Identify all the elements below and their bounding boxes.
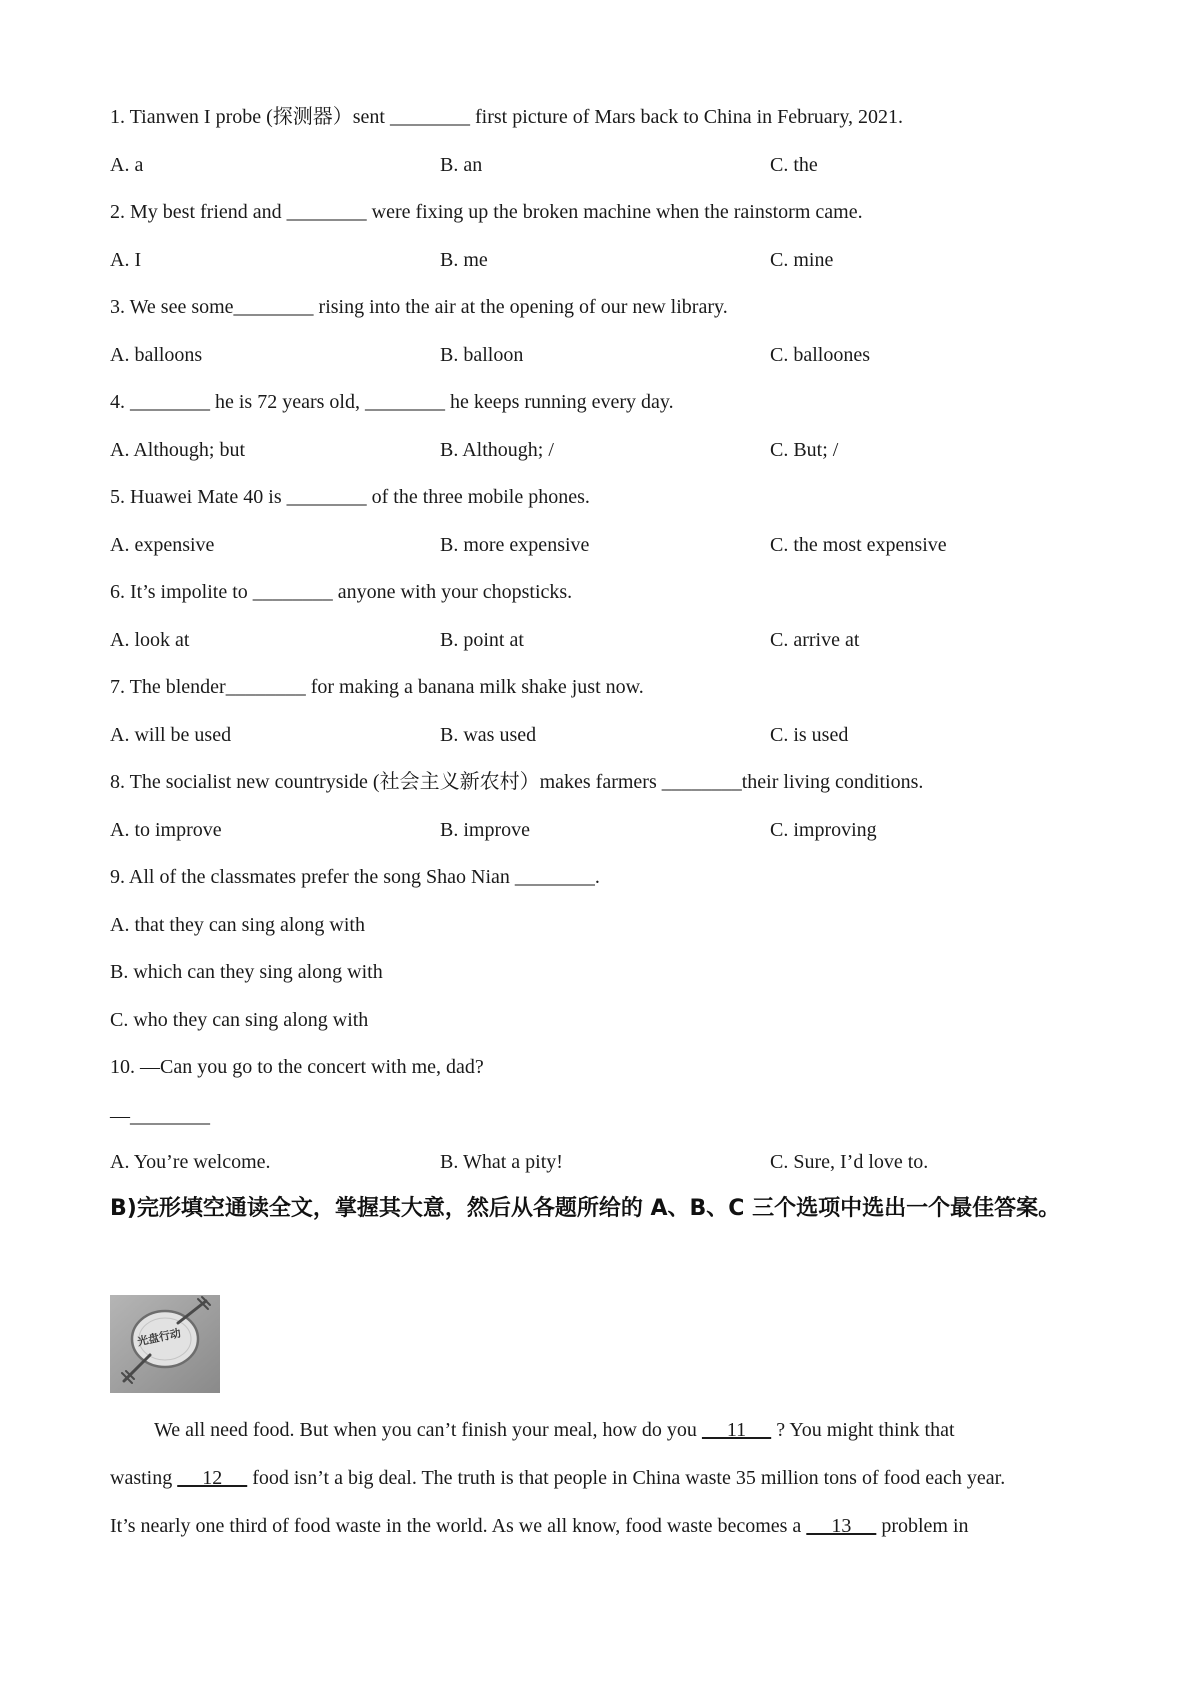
question-1-stem: 1. Tianwen I probe (探测器）sent ________ first picture of Mars back to China in February, 2021. [110,106,904,128]
passage-text: problem in [876,1515,969,1537]
question-1-option-a: A. a [110,154,144,176]
blank-11: 11 [701,1419,772,1441]
question-6-option-c: C. arrive at [770,629,860,651]
passage-text: food isn’t a big deal. The truth is that people in China waste 35 million tons of food each year. [247,1467,1006,1489]
question-4-option-b: B. Although; / [440,439,554,461]
question-3-option-a: A. balloons [110,344,203,366]
question-8-stem: 8. The socialist new countryside (社会主义新农村）makes farmers ________their living conditions. [110,771,924,793]
question-9-option-a: A. that they can sing along with [110,914,365,936]
question-10-option-a: A. You’re welcome. [110,1151,271,1173]
question-8-option-c: C. improving [770,819,877,841]
clean-plate-icon [110,1295,220,1393]
passage-text: It’s nearly one third of food waste in the world. As we all know, food waste becomes a [110,1515,807,1537]
question-2-option-c: C. mine [770,249,834,271]
question-7-stem: 7. The blender________ for making a banana milk shake just now. [110,676,644,698]
passage-text: wasting [110,1467,178,1489]
question-8-option-b: B. improve [440,819,530,841]
question-4-option-c: C. But; / [770,439,839,461]
clean-plate-campaign-image [110,1295,220,1393]
question-5-option-c: C. the most expensive [770,534,947,556]
passage-line-2 [110,1466,1005,1490]
question-8-option-a: A. to improve [110,819,222,841]
question-2-stem: 2. My best friend and ________ were fixing up the broken machine when the rainstorm came. [110,201,863,223]
passage-text: ? You might think that [771,1419,955,1441]
question-10-option-b: B. What a pity! [440,1151,563,1173]
question-9-option-c: C. who they can sing along with [110,1009,369,1031]
question-3-stem: 3. We see some________ rising into the air at the opening of our new library. [110,296,728,318]
question-6-option-a: A. look at [110,629,190,651]
question-5-option-b: B. more expensive [440,534,590,556]
question-4-stem: 4. ________ he is 72 years old, ________ he keeps running every day. [110,391,674,413]
question-9-stem: 9. All of the classmates prefer the song Shao Nian ________. [110,866,600,888]
question-1-option-b: B. an [440,154,483,176]
question-3-option-b: B. balloon [440,344,524,366]
question-1-option-c: C. the [770,154,818,176]
passage-line-1 [154,1418,955,1442]
question-7-option-c: C. is used [770,724,849,746]
blank-13: 13 [806,1515,877,1537]
question-5-stem: 5. Huawei Mate 40 is ________ of the three mobile phones. [110,486,590,508]
question-10-reply: —________ [110,1105,210,1127]
question-10-stem: 10. —Can you go to the concert with me, dad? [110,1056,484,1078]
question-4-option-a: A. Although; but [110,439,246,461]
question-7-option-a: A. will be used [110,724,232,746]
question-3-option-c: C. balloones [770,344,870,366]
section-b-heading: B)完形填空通读全文，掌握其大意，然后从各题所给的 A、B、C 三个选项中选出一个最佳答案。 [110,1196,1061,1221]
passage-line-3 [110,1514,969,1538]
question-6-stem: 6. It’s impolite to ________ anyone with your chopsticks. [110,581,573,603]
question-6-option-b: B. point at [440,629,524,651]
passage-text: We all need food. But when you can’t finish your meal, how do you [154,1419,702,1441]
question-5-option-a: A. expensive [110,534,215,556]
question-7-option-b: B. was used [440,724,537,746]
question-2-option-a: A. I [110,249,142,271]
clean-plate-badge-text: 光盘行动 [136,1326,182,1349]
question-9-option-b: B. which can they sing along with [110,961,383,983]
blank-12: 12 [177,1467,248,1489]
question-2-option-b: B. me [440,249,488,271]
question-10-option-c: C. Sure, I’d love to. [770,1151,929,1173]
